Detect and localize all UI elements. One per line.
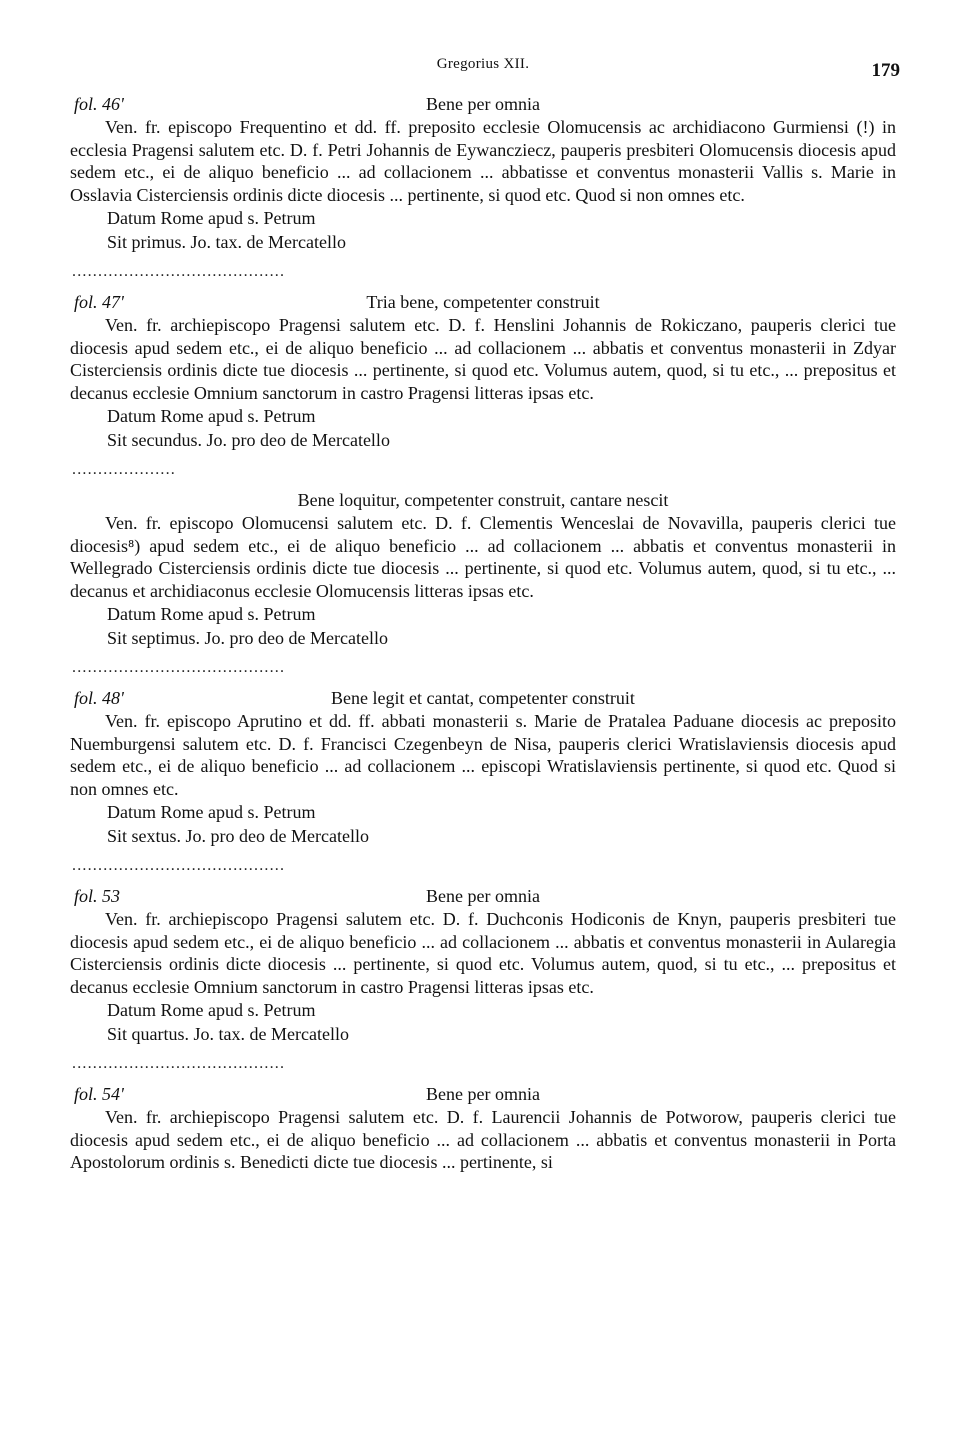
separator-dots: .................... [72,461,176,478]
datum-line: Datum Rome apud s. Petrum [107,802,316,822]
entry-heading: Bene per omnia [426,886,540,906]
page-header [70,52,900,92]
entry [70,884,896,1074]
datum-line: Datum Rome apud s. Petrum [107,406,316,426]
entry-text: Ven. fr. archiepiscopo Pragensi salutem etc. D. f. Henslini Johannis de Rokiczano, pauperis clerici tue diocesis apud sedem etc., ei de aliquo beneficio ... ad collacionem ... abbatis et conventus monasterii in Zdyar Cisterciensis ordinis dicte tue diocesis ... pertinente, si quod etc. Volumus autem, quod, si tu etc., ... prepositus et decanus ecclesie Omnium sanctorum in castro Pragensi litteras ipsas etc. [70,315,896,403]
separator-dots: ......................................... [72,263,286,280]
sit-line: Sit quartus. Jo. tax. de Mercatello [107,1024,349,1044]
folio-reference: fol. 47' [74,292,124,312]
entry-head [70,290,896,314]
page-number: 179 [871,60,900,81]
entry-heading: Bene per omnia [426,94,540,114]
separator-dots: ......................................... [72,857,286,874]
datum-line: Datum Rome apud s. Petrum [107,208,316,228]
entry-head [70,884,896,908]
sit-line: Sit primus. Jo. tax. de Mercatello [107,232,346,252]
folio-reference: fol. 48' [74,688,124,708]
entry-head [70,92,896,116]
entry-head [70,686,896,710]
sit-line: Sit secundus. Jo. pro deo de Mercatello [107,430,390,450]
folio-reference: fol. 46' [74,94,124,114]
entry [70,686,896,876]
entry [70,92,896,282]
entry [70,1082,896,1174]
document-page [70,52,900,1174]
entry-heading: Tria bene, competenter construit [366,292,600,312]
entry [70,488,896,678]
datum-line: Datum Rome apud s. Petrum [107,604,316,624]
separator-dots: ......................................... [72,659,286,676]
sit-line: Sit septimus. Jo. pro deo de Mercatello [107,628,388,648]
entry-text: Ven. fr. archiepiscopo Pragensi salutem etc. D. f. Duchconis Hodiconis de Knyn, pauperis presbiteri tue diocesis apud sedem etc., ei de aliquo beneficio ... ad collacionem ... abbatis et conventus monasterii in Aularegia Cisterciensis ordinis dicte diocesis ... pertinente, si quod etc. Volumus autem, quod, si tu etc., ... prepositus et decanus ecclesie Omnium sanctorum in castro Pragensi litteras ipsas etc. [70,909,896,997]
datum-line: Datum Rome apud s. Petrum [107,1000,316,1020]
folio-reference: fol. 53 [74,886,121,906]
running-title: Gregorius XII. [436,56,530,72]
sit-line: Sit sextus. Jo. pro deo de Mercatello [107,826,369,846]
entry-text: Ven. fr. archiepiscopo Pragensi salutem etc. D. f. Laurencii Johannis de Potworow, pauperis clerici tue diocesis apud sedem etc., ei de aliquo beneficio ... ad collacionem ... abbatis et conventus monasterii in Porta Apostolorum ordinis s. Benedicti dicte tue diocesis ... pertinente, si [70,1107,896,1172]
entry-text: Ven. fr. episcopo Aprutino et dd. ff. abbati monasterii s. Marie de Pratalea Paduane diocesis ac preposito Nuemburgensi salutem etc. D. f. Francisci Czegenbeyn de Nisa, pauperis clerici Wratislaviensis diocesis apud sedem etc., ei de aliquo beneficio ... ad collacionem ... episcopi Wratislaviensis pertinente, si quod etc. Quod si non omnes etc. [70,711,896,799]
entry-heading: Bene loquitur, competenter construit, cantare nescit [297,490,669,510]
folio-reference: fol. 54' [74,1084,124,1104]
separator-dots: ......................................... [72,1055,286,1072]
entry-head [70,1082,896,1106]
entry-heading: Bene legit et cantat, competenter construit [331,688,635,708]
entry [70,290,896,480]
entry-heading: Bene per omnia [426,1084,540,1104]
entry-text: Ven. fr. episcopo Frequentino et dd. ff. preposito ecclesie Olomucensis ac archidiacono Gurmiensi (!) in ecclesia Pragensi salutem etc. D. f. Petri Johannis de Eywancziecz, pauperis presbiteri Olomucensis diocesis apud sedem etc., ei de aliquo beneficio ... ad collacionem ... abbatisse et conventus monasterii Vallis s. Marie in Osslavia Cisterciensis ordinis dicte diocesis ... pertinente, si quod etc. Quod si non omnes etc. [70,117,896,205]
entry-text: Ven. fr. episcopo Olomucensi salutem etc. D. f. Clementis Wenceslai de Novavilla, pauperis clerici tue diocesis⁸) apud sedem etc., ei de aliquo beneficio ... ad collacionem ... abbatis et conventus monasterii in Wellegrado Cisterciensis ordinis dicte tue diocesis ... pertinente, si quod etc. Volumus autem, quod, si tu etc., ... decanus et archidiaconus ecclesie Olomucensis litteras ipsas etc. [70,513,896,601]
entry-head [70,488,896,512]
